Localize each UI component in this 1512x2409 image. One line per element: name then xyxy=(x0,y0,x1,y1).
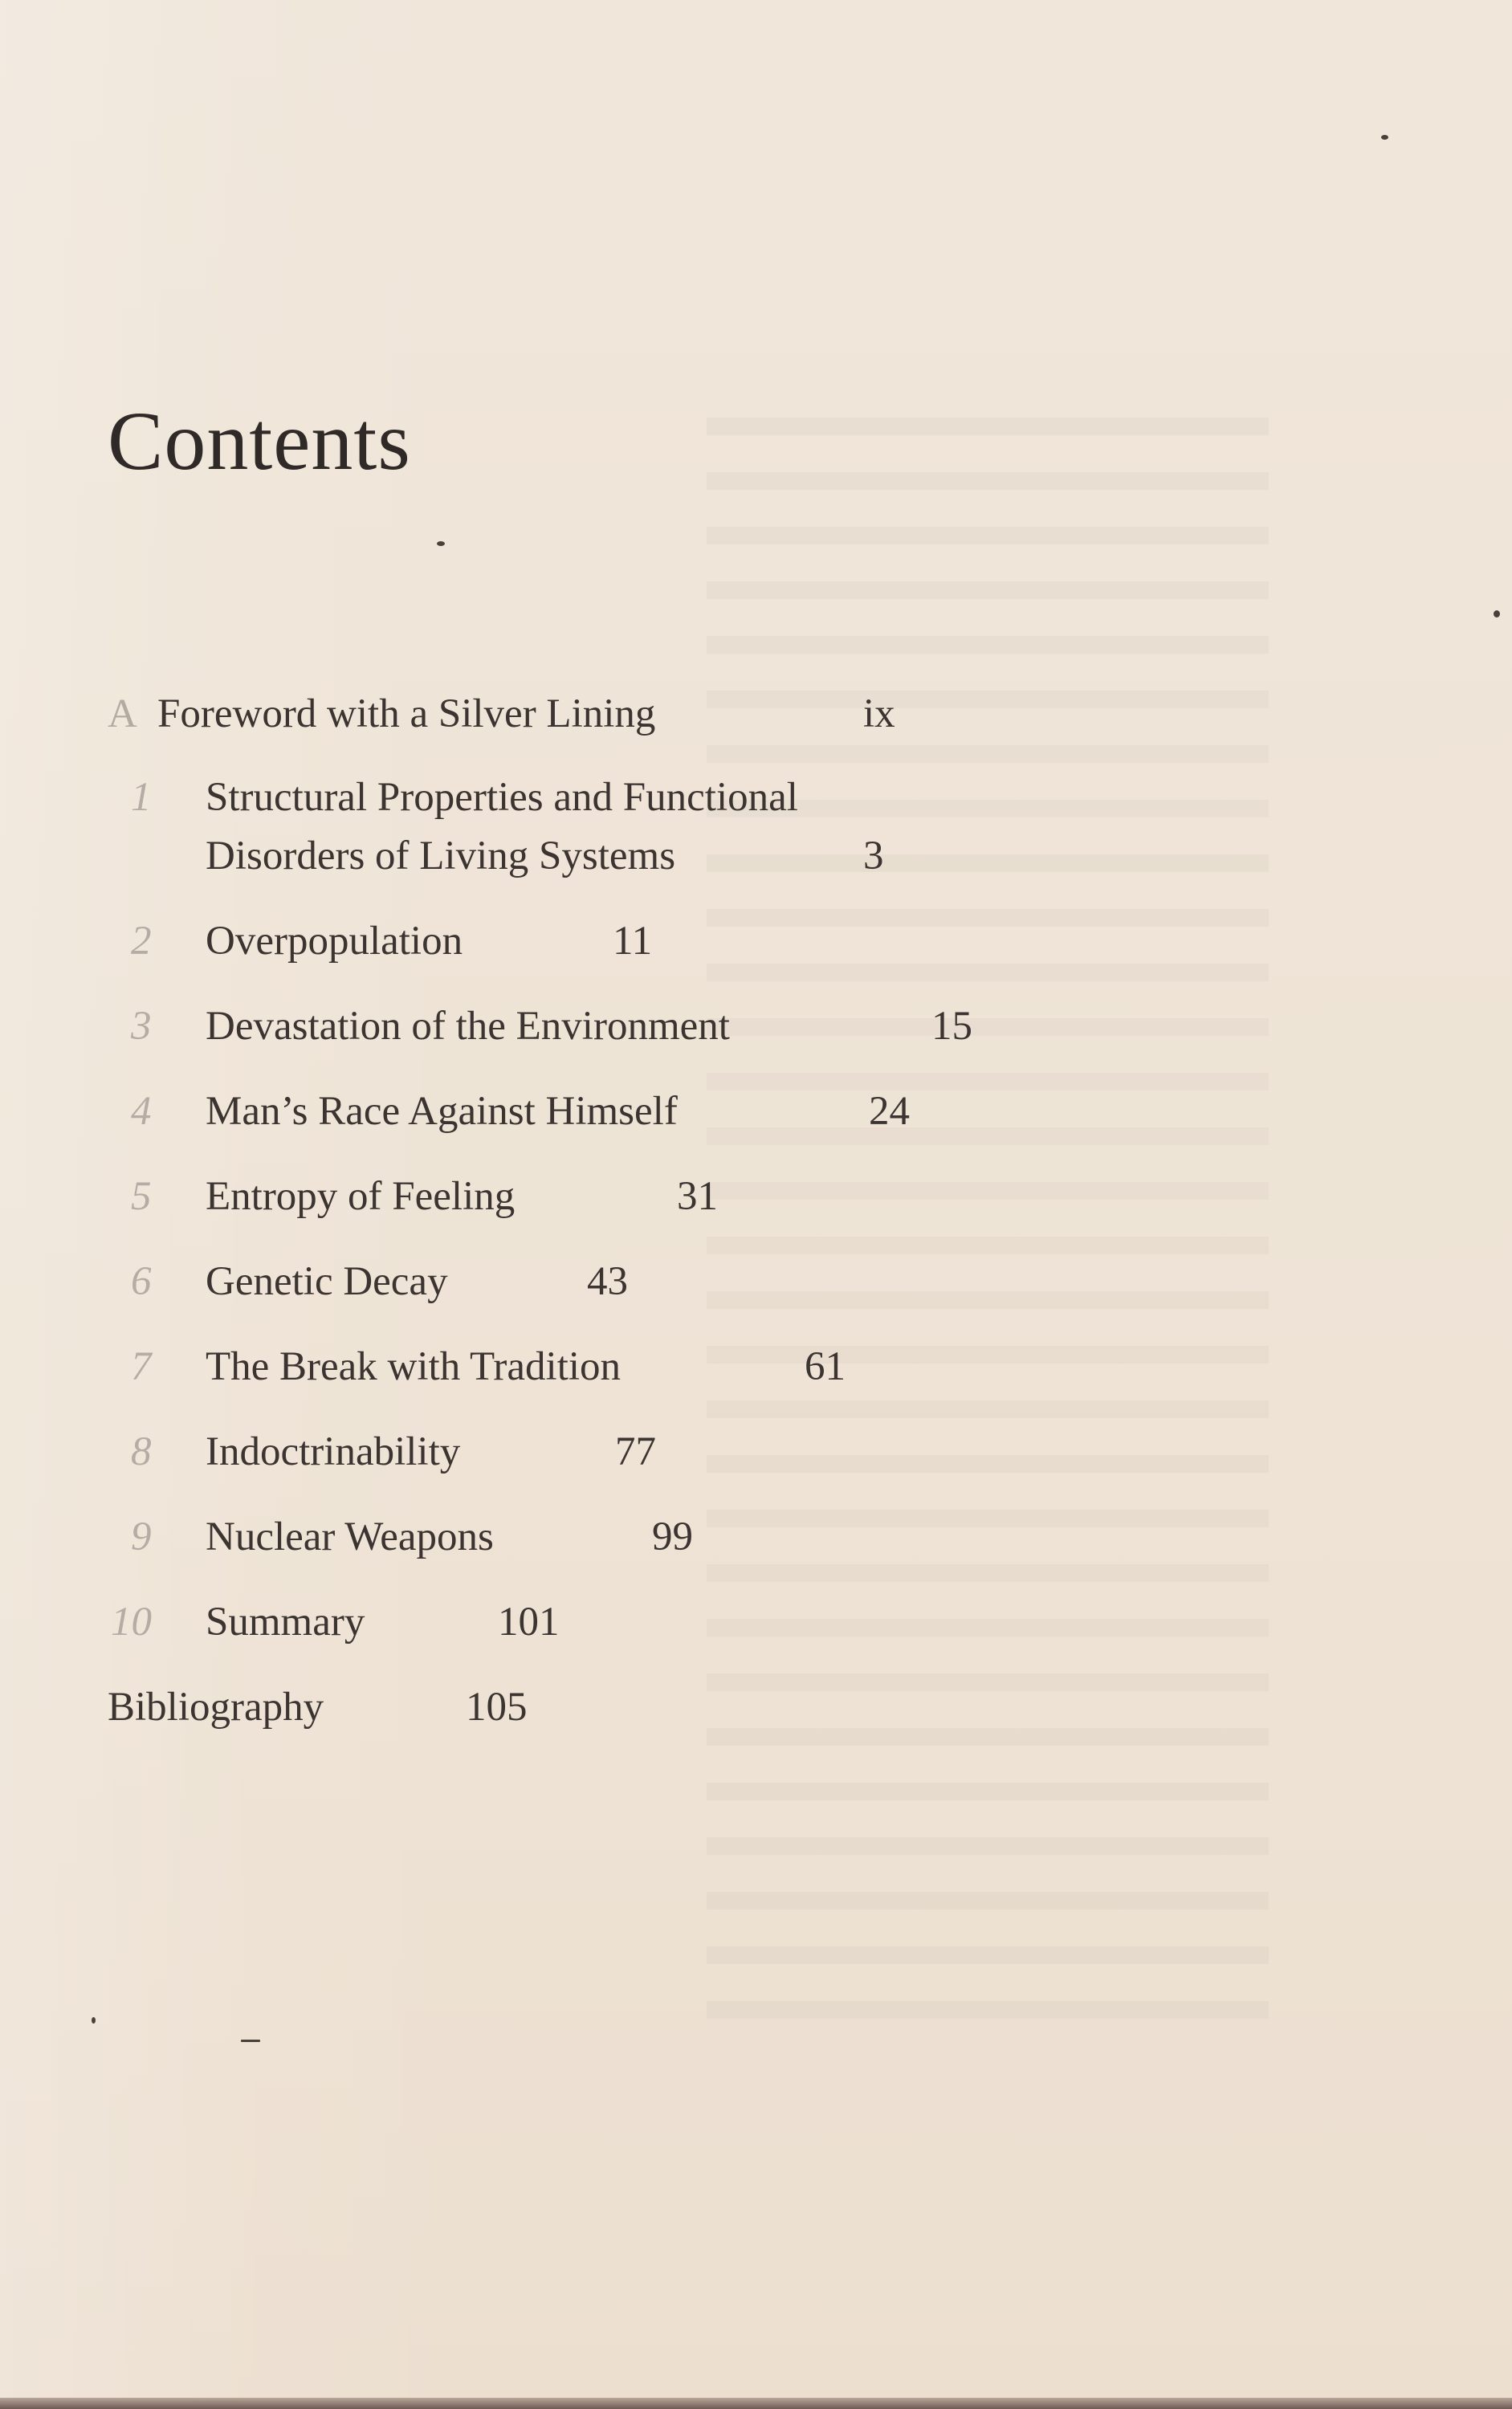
paper-speck xyxy=(437,541,445,546)
chapter-page: 99 xyxy=(652,1514,693,1559)
chapter-page: 24 xyxy=(869,1089,910,1134)
page-edge xyxy=(0,2398,1512,2409)
chapter-title: Devastation of the Environment xyxy=(206,1004,730,1049)
chapter-title: Indoctrinability xyxy=(206,1429,461,1474)
bibliography-page: 105 xyxy=(466,1685,528,1730)
chapter-number: 1 xyxy=(131,775,152,820)
chapter-title: Summary xyxy=(206,1600,365,1645)
contents-heading: Contents xyxy=(108,395,411,487)
chapter-number: 5 xyxy=(131,1174,152,1219)
chapter-number: 10 xyxy=(111,1600,152,1645)
foreword-prefix: A xyxy=(108,691,137,736)
chapter-page: 77 xyxy=(615,1429,656,1474)
paper-speck xyxy=(241,2040,260,2042)
chapter-page: 31 xyxy=(677,1174,718,1219)
chapter-page: 11 xyxy=(613,919,653,964)
chapter-title-line1: Structural Properties and Functional xyxy=(206,775,798,820)
paper-speck xyxy=(1381,135,1388,140)
chapter-page: 15 xyxy=(931,1004,972,1049)
chapter-number: 6 xyxy=(131,1259,152,1304)
paper-speck xyxy=(92,2017,96,2024)
chapter-number: 4 xyxy=(131,1089,152,1134)
chapter-title: The Break with Tradition xyxy=(206,1344,622,1389)
chapter-number: 7 xyxy=(131,1344,152,1389)
chapter-page: 101 xyxy=(498,1600,560,1645)
chapter-title: Nuclear Weapons xyxy=(206,1514,494,1559)
chapter-title: Man’s Race Against Himself xyxy=(206,1089,678,1134)
chapter-title: Genetic Decay xyxy=(206,1259,448,1304)
foreword-page: ix xyxy=(863,691,895,736)
chapter-number: 3 xyxy=(131,1004,152,1049)
bibliography-title: Bibliography xyxy=(108,1685,324,1730)
chapter-title: Entropy of Feeling xyxy=(206,1174,516,1219)
chapter-number: 8 xyxy=(131,1429,152,1474)
show-through-text xyxy=(707,418,1269,2024)
chapter-title-line2: Disorders of Living Systems xyxy=(206,834,676,878)
chapter-page: 61 xyxy=(805,1344,846,1389)
chapter-number: 2 xyxy=(131,919,152,964)
chapter-page: 3 xyxy=(863,834,884,878)
foreword-title: Foreword with a Silver Lining xyxy=(157,691,656,736)
paper-speck xyxy=(1494,610,1500,618)
chapter-title: Overpopulation xyxy=(206,919,463,964)
chapter-number: 9 xyxy=(131,1514,152,1559)
chapter-page: 43 xyxy=(587,1259,628,1304)
